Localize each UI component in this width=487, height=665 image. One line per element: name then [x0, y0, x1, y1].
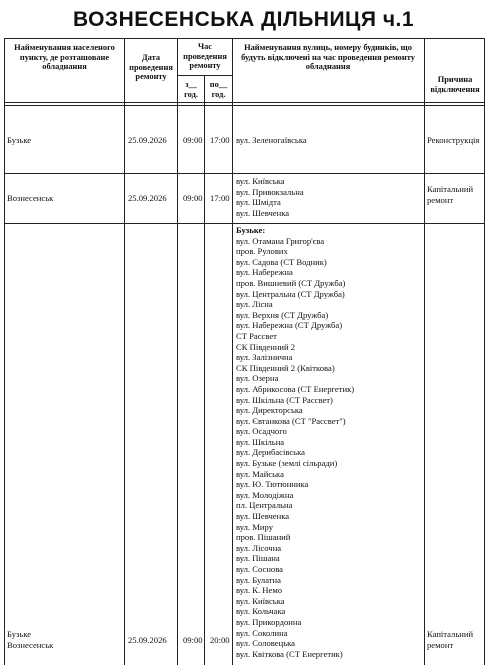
street-item: вул. Київська [236, 595, 285, 606]
row2-to: 17:00 [210, 193, 230, 203]
column-divider [424, 38, 425, 665]
street-item: вул. Пішана [236, 553, 280, 564]
street-item: пров. Вишневий (СТ Дружба) [236, 277, 346, 288]
row-divider [4, 173, 485, 174]
street-item: вул. Лісна [236, 299, 273, 310]
row1-from: 09:00 [183, 135, 203, 145]
outage-table [4, 38, 485, 665]
table-border-right [484, 38, 485, 665]
row3-from: 09:00 [183, 635, 203, 645]
row2-from: 09:00 [183, 193, 203, 203]
column-divider [232, 38, 233, 665]
street-item: вул. Ю. Тютюнника [236, 479, 309, 490]
street-item: вул. Шевченка [236, 207, 290, 218]
street-item: СТ Рассвет [236, 330, 277, 341]
street-item: вул. Шевченка [236, 511, 290, 522]
street-item: вул. Отамана Григор'єва [236, 235, 325, 246]
row2-streets [236, 176, 304, 218]
street-item: вул. Лісочна [236, 542, 282, 553]
row3-to: 20:00 [210, 635, 230, 645]
street-item: вул. К. Немо [236, 585, 283, 596]
street-item: вул. Бузьке (землі сільради) [236, 458, 338, 469]
street-item: вул. Абрикосова (СТ Енергетик) [236, 383, 355, 394]
row3-reason: Капітальний ремонт [427, 629, 474, 650]
row2-date: 25.09.2026 [128, 193, 167, 203]
row1-to: 17:00 [210, 135, 230, 145]
street-item: вул. Шкільна (СТ Рассвет) [236, 394, 333, 405]
street-item: вул. Булатна [236, 574, 281, 585]
header-bottom-line-2 [4, 105, 485, 106]
street-item: вул. Зеленогаївська [236, 135, 307, 145]
column-divider [124, 38, 125, 665]
row3-date: 25.09.2026 [128, 635, 167, 645]
header-time: Час проведення ремонту [183, 42, 227, 71]
row1-date: 25.09.2026 [128, 135, 167, 145]
row3-streets-heading: Бузьке: [236, 225, 266, 235]
street-item: вул. Садова (СТ Водник) [236, 256, 327, 267]
header-from: з__ год. [184, 80, 198, 99]
street-item: вул. Квіткова (СТ Енергетик) [236, 648, 343, 659]
page-title: ВОЗНЕСЕНСЬКА ДІЛЬНИЦЯ ч.1 [72, 8, 415, 31]
row-divider [4, 223, 485, 224]
row1-place: Бузьке [7, 135, 32, 145]
row1-streets [236, 135, 307, 146]
street-item: вул. Соколина [236, 627, 288, 638]
street-item: вул. Набережна [236, 267, 293, 278]
street-item: пров. Пішаний [236, 532, 291, 543]
street-item: вул. Прикордонна [236, 616, 302, 627]
street-item: вул. Євтанкова (СТ "Рассвет") [236, 415, 346, 426]
street-item: вул. Кольчака [236, 606, 286, 617]
column-divider [177, 38, 178, 665]
row3-streets [236, 225, 354, 659]
street-item: вул. Привокзальна [236, 186, 304, 197]
street-item: пл. Центральна [236, 500, 293, 511]
header-streets: Найменування вулиць, номеру будинків, що будуть відключені на час проведення ремонту обладнання [241, 43, 415, 72]
header-place: Найменування населеного пункту, де розташоване обладнання [14, 43, 115, 72]
header-to: по__ год. [209, 80, 228, 99]
header-date: Дата проведення ремонту [129, 53, 173, 82]
row3-place: Бузьке [7, 629, 32, 639]
street-item: вул. Соснова [236, 564, 283, 574]
row1-reason: Реконструкція [427, 135, 480, 145]
street-item: вул. Київська [236, 176, 285, 186]
street-item: вул. Соловецька [236, 638, 295, 649]
street-item: вул. Дерибасівська [236, 447, 305, 458]
street-item: вул. Шмідта [236, 197, 281, 208]
table-border-left [4, 38, 5, 665]
street-item: вул. Молодіжна [236, 489, 294, 500]
street-item: вул. Набережна (СТ Дружба) [236, 320, 343, 331]
row2-reason: Капітальний ремонт [427, 184, 474, 205]
header-bottom-line [4, 102, 485, 103]
header-reason: Причина відключення [430, 75, 480, 94]
street-item: вул. Шкільна [236, 436, 285, 447]
street-item: вул. Залізнична [236, 352, 293, 363]
street-item: СК Південний 2 [236, 341, 296, 352]
row2-place: Вознесенськ [7, 193, 54, 203]
column-divider [204, 75, 205, 665]
table-border-top [4, 38, 485, 39]
street-item: пров. Рулових [236, 246, 288, 257]
street-item: СК Південний 2 (Квіткова) [236, 362, 335, 373]
street-item: вул. Центральна (СТ Дружба) [236, 288, 345, 299]
street-item: вул. Миру [236, 521, 273, 532]
street-item: вул. Озерна [236, 373, 279, 384]
street-item: вул. Директорська [236, 405, 303, 416]
street-item: вул. Осадчого [236, 426, 287, 437]
street-item: вул. Майська [236, 468, 284, 479]
row3-place-2: Вознесенськ [7, 640, 54, 650]
street-item: вул. Верхня (СТ Дружба) [236, 309, 329, 320]
